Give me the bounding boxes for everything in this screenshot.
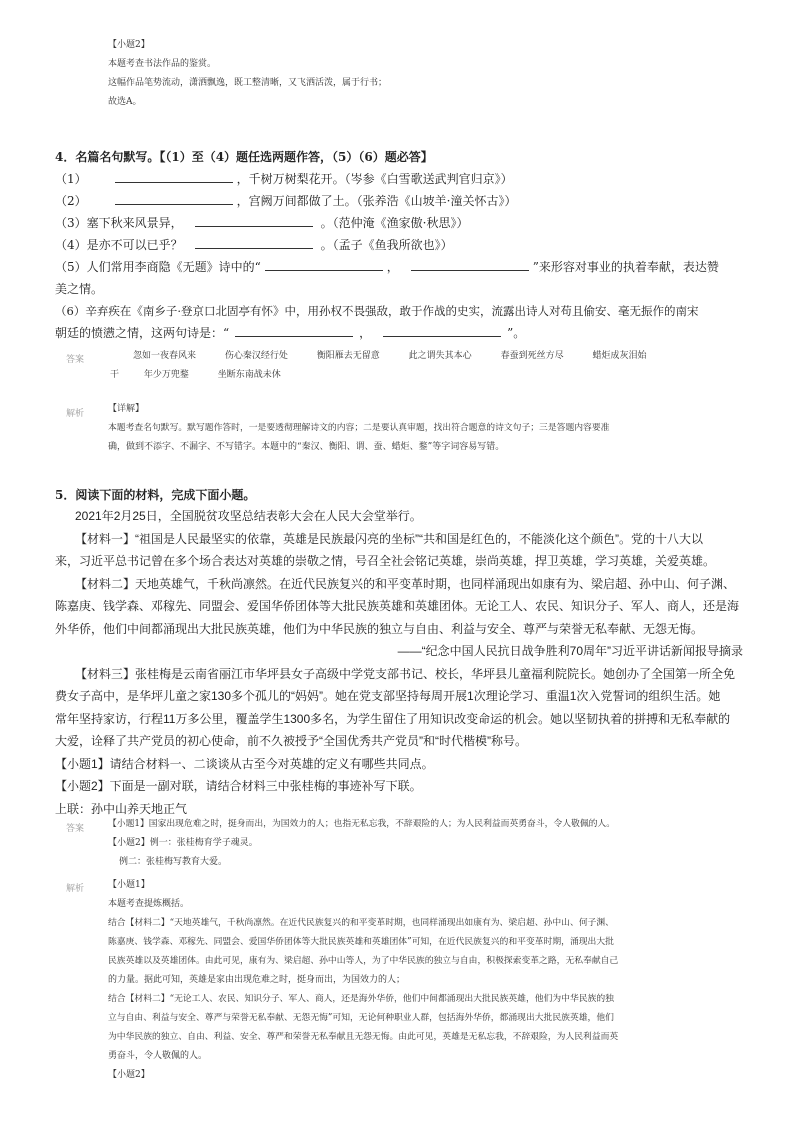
answer-line: 例二：张桂梅写教育大爱。 — [119, 857, 228, 867]
material-2-cont: 陈嘉庚、钱学森、邓稼先、同盟会、爱国华侨团体等大批民族英雄和英雄团体。无论工人、农民、知识分子、军人、商人，还是海 — [55, 599, 740, 613]
q4-explanation — [108, 400, 748, 457]
answer-item: 衡阳雁去无留意 — [316, 351, 380, 361]
q4-item-2: （2） ，宫阙万间都做了土。（张养浩《山坡羊·潼关怀古》） — [55, 194, 517, 208]
q4-item-5-cont: 美之情。 — [55, 282, 104, 296]
q4-answers — [108, 347, 748, 385]
material-3-cont: 大爱，诠释了共产党员的初心使命，前不久被授予“全国优秀共产党员”和“时代楷模”称号。 — [55, 734, 527, 748]
explain-line: 立与自由、利益与安全、尊严与荣誉无私奉献、无怨无悔”可知，无论何种职业人群，包括海外华侨，都涌现出大批民族英雄，他们 — [108, 1013, 614, 1023]
explain-line: 本题考查提炼概括。 — [108, 899, 190, 909]
answer-item: 此之谓失其本心 — [408, 351, 472, 361]
explain-tag: 【小题2】 — [108, 40, 150, 50]
explain-line: 为中华民族的独立、自由、利益、安全、尊严和荣誉无私奉献且无怨无悔。由此可见，英雄是无私忘我，不辞艰险，为人民利益而英 — [108, 1032, 619, 1042]
explain-line: 陈嘉庚、钱学森、邓稼先、同盟会、爱国华侨团体等大批民族英雄和英雄团体”可知，在近代民族复兴的和平变革时期，涌现出大批 — [108, 937, 614, 947]
q5-explanation — [108, 876, 748, 1085]
answer-label: 答案 — [66, 824, 85, 834]
explain-line: 的力量。据此可知，英雄是家由出现危难之时，挺身而出，为国效力的人； — [108, 975, 406, 985]
answer-item: 年少万兜鍪 — [143, 370, 189, 380]
explain-line: 民族英雄以及英雄团体。由此可见，康有为、梁启超、孙中山等人，为了中华民族的独立与自由，积极探索变革之路，无私奉献自己 — [108, 956, 619, 966]
question-5-materials — [55, 505, 755, 820]
answer-blank[interactable] — [195, 214, 313, 227]
explain-line: 确，做到不添字、不漏字、不写错字。本题中的“秦汉、衡阳、谓、蚕、蜡炬、鍪”等字词容易写错。 — [108, 442, 505, 452]
explain-tag: 【小题2】 — [108, 1070, 150, 1080]
explain-line: 故选A。 — [108, 97, 142, 107]
explain-line: 结合【材料二】“无论工人、农民、知识分子、军人、商人，还是海外华侨，他们中间都涌现出大批民族英雄，他们为中华民族的独 — [108, 994, 614, 1004]
q4-item-6: （6）辛弃疾在《南乡子·登京口北固亭有怀》中，用孙权不畏强敌，敢于作战的史实，流露出诗人对苟且偷安、毫无振作的南宋 — [55, 304, 699, 318]
material-1: 【材料一】“祖国是人民最坚实的依靠，英雄是民族最闪亮的坐标”“共和国是红色的，不能淡化这个颜色”。党的十八大以 — [75, 531, 703, 546]
q4-item-3: （3）塞下秋来风景异， 。（范仲淹《渔家傲·秋思》） — [55, 216, 469, 230]
q4-item-4: （4）是亦不可以已乎？ 。（孟子《鱼我所欲也》） — [55, 238, 453, 252]
answer-line: 【小题2】例一：张桂梅育学子魂灵。 — [108, 838, 258, 848]
top-explanation — [108, 36, 387, 112]
answer-blank[interactable] — [411, 258, 529, 271]
q4-item-5: （5）人们常用李商隐《无题》诗中的“ ， ”来形容对事业的执着奉献，表达赞 — [55, 260, 719, 274]
question-4 — [55, 146, 755, 344]
q4-item-1: （1） ，千树万树梨花开。（岑参《白雪歌送武判官归京》） — [55, 172, 513, 186]
sub-question-1: 【小题1】请结合材料一、二谈谈从古至今对英雄的定义有哪些共同点。 — [55, 756, 434, 771]
material-1-cont: 来，习近平总书记曾在多个场合表达对英雄的崇敬之情，号召全社会铭记英雄，崇尚英雄，捍卫英雄，学习英雄，关爱英雄。 — [55, 554, 716, 568]
answer-blank[interactable] — [235, 324, 353, 337]
answer-item: 伤心秦汉经行处 — [224, 351, 288, 361]
material-3-cont: 常年坚持家访，行程11万多公里，覆盖学生1300多名，为学生留住了用知识改变命运的机会。她以坚韧执着的拼搏和无私奉献的 — [55, 711, 731, 726]
answer-blank[interactable] — [115, 170, 233, 183]
material-3-cont: 费女子高中，是华坪儿童之家130多个孤儿的“妈妈”。她在党支部坚持每周开展1次理论学习、重温1次入党誓词的组织生活。她 — [55, 689, 721, 703]
answer-item: 坐断东南战未休 — [217, 370, 281, 380]
answer-blank[interactable] — [265, 258, 383, 271]
material-2: 【材料二】天地英雄气，千秋尚凛然。在近代民族复兴的和平变革时期，也同样涌现出如康有为、梁启超、孙中山、何子渊、 — [75, 576, 736, 591]
explain-label: 解析 — [66, 884, 85, 894]
intro-text: 2021年2月25日，全国脱贫攻坚总结表彰大会在人民大会堂举行。 — [75, 509, 422, 523]
q4-item-6-cont: 朝廷的愤懑之情，这两句诗是：“ ， ”。 — [55, 326, 526, 340]
answer-item: 干 — [110, 370, 120, 380]
explain-tag: 【小题1】 — [108, 880, 150, 890]
answer-label: 答案 — [66, 355, 85, 365]
answer-item: 忽如一夜春风来 — [133, 351, 197, 361]
answer-item: 春蚕到死丝方尽 — [500, 351, 564, 361]
explain-tag: 【详解】 — [108, 404, 145, 414]
answer-blank[interactable] — [115, 192, 233, 205]
explain-line: 这幅作品笔势流动，潇洒飘逸，既工整清晰，又飞洒活泼，属于行书； — [108, 78, 388, 88]
couplet: 上联：孙中山养天地正气 — [55, 801, 188, 816]
material-3: 【材料三】张桂梅是云南省丽江市华坪县女子高级中学党支部书记、校长，华坪县儿童福利院院长。她创办了全国第一所全免 — [75, 666, 736, 681]
question-title: 4．名篇名句默写。【（1）至（4）题任选两题作答，（5）（6）题必答】 — [55, 150, 433, 164]
material-2-cont: 外华侨，他们中间都涌现出大批民族英雄，他们为中华民族的独立与自由、利益与安全、尊严与荣誉无私奉献、无怨无悔。 — [55, 621, 704, 636]
explain-line: 本题考查名句默写。默写题作答时，一是要透彻理解诗文的内容；二是要认真审题，找出符合题意的诗文句子；三是答题内容要准 — [108, 423, 610, 433]
sub-question-2: 【小题2】下面是一副对联，请结合材料三中张桂梅的事迹补写下联。 — [55, 779, 422, 793]
explain-label: 解析 — [66, 409, 85, 419]
answer-blank[interactable] — [383, 324, 501, 337]
explain-line: 本题考查书法作品的鉴赏。 — [108, 59, 217, 69]
answer-item: 蜡炬成灰泪始 — [592, 351, 647, 361]
answer-line: 【小题1】国家出现危难之时，挺身而出，为国效力的人；也指无私忘我，不辞艰险的人；为人民利益而英勇奋斗，令人敬佩的人。 — [108, 819, 616, 829]
explain-line: 结合【材料二】“天地英雄气，千秋尚凛然。在近代民族复兴的和平变革时期，也同样涌现出如康有为、梁启超、孙中山、何子渊、 — [108, 918, 614, 928]
q5-answers — [108, 815, 748, 872]
explain-line: 勇奋斗，令人敬佩的人。 — [108, 1051, 208, 1061]
material-2-source: ——“纪念中国人民抗日战争胜利70周年”习近平讲话新闻报导摘录 — [397, 644, 743, 658]
question-5-title: 5．阅读下面的材料，完成下面小题。 — [55, 488, 256, 502]
answer-blank[interactable] — [195, 236, 313, 249]
